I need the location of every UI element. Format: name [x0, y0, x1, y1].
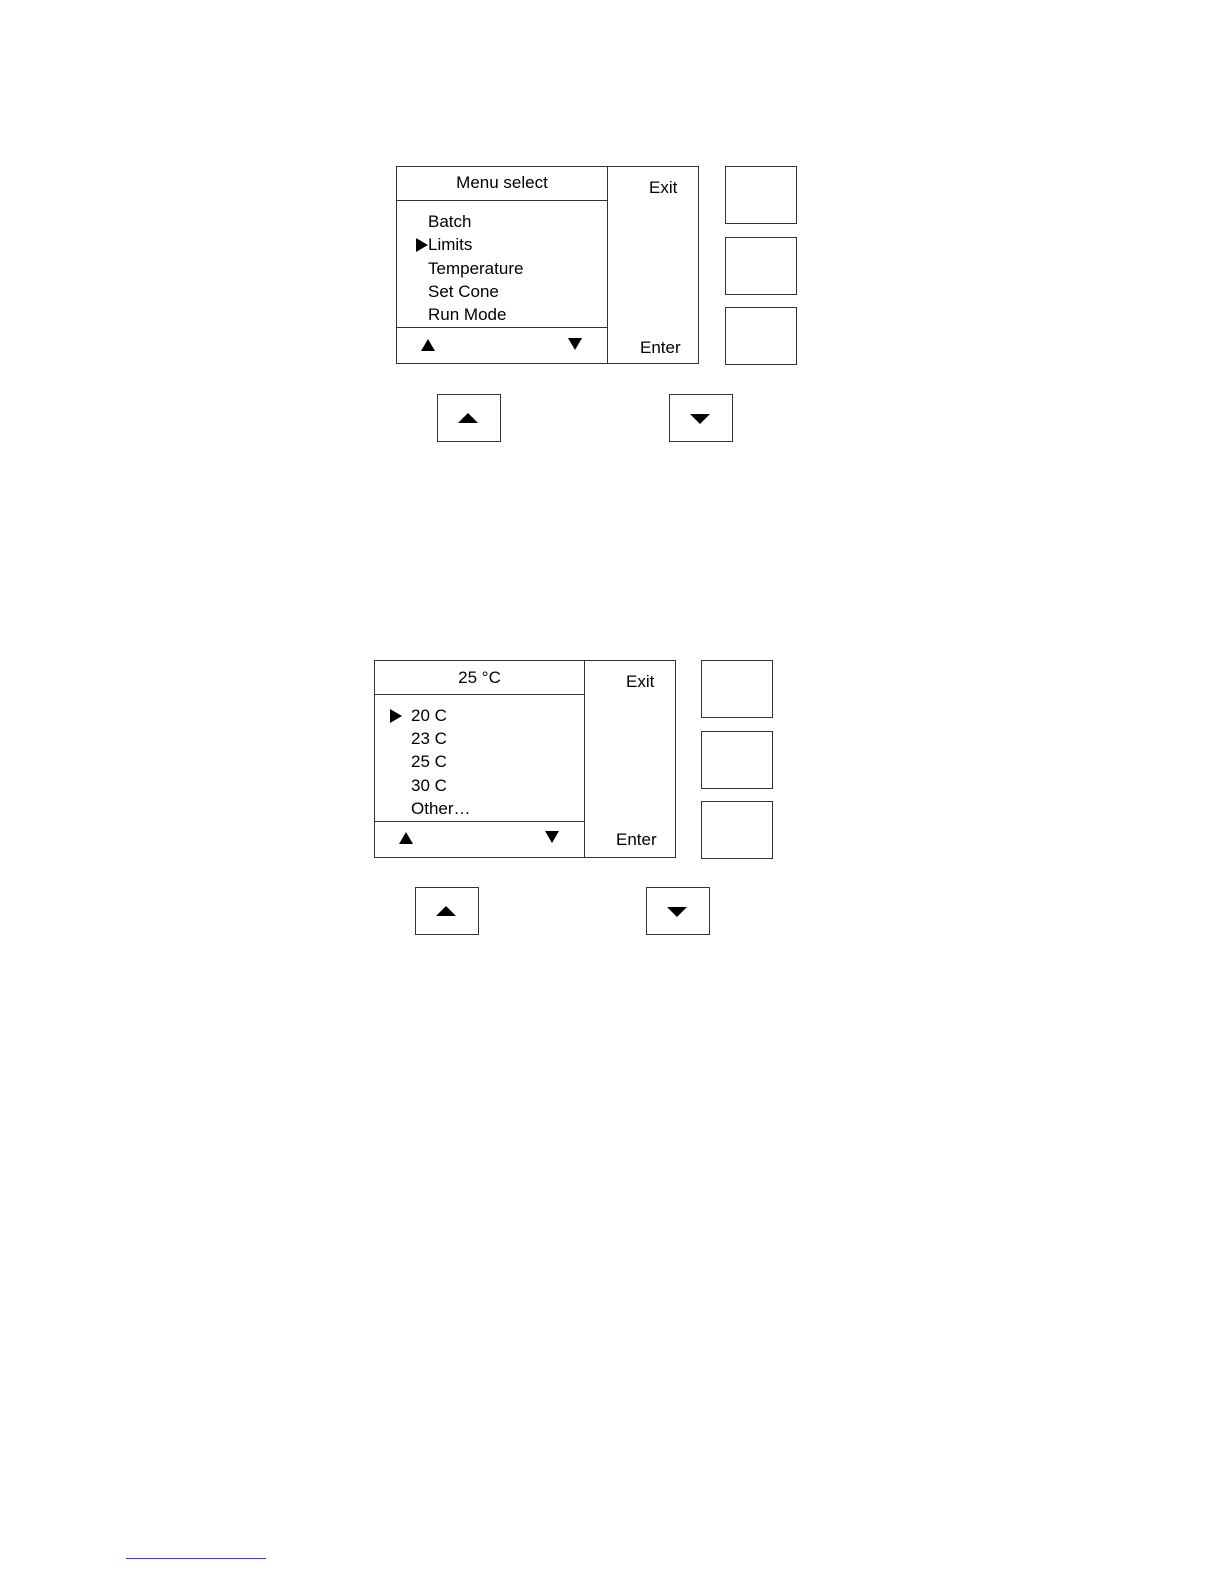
enter-softkey-button[interactable] [701, 801, 773, 859]
footer-divider [396, 327, 608, 328]
enter-softkey-button[interactable] [725, 307, 797, 365]
exit-label: Exit [626, 672, 655, 691]
up-arrow-icon [436, 906, 456, 916]
enter-label: Enter [640, 338, 681, 357]
option-25c[interactable]: 25 C [411, 752, 447, 771]
menu-item-limits[interactable]: Limits [428, 235, 473, 254]
exit-softkey-button[interactable] [701, 660, 773, 718]
menu-item-batch[interactable]: Batch [428, 212, 472, 231]
selection-pointer-icon [390, 709, 402, 723]
title-divider [396, 200, 608, 201]
option-23c[interactable]: 23 C [411, 729, 447, 748]
scroll-up-indicator-icon [399, 832, 413, 844]
enter-label: Enter [616, 830, 657, 849]
selection-pointer-icon [416, 238, 428, 252]
title-divider [374, 694, 585, 695]
middle-softkey-button[interactable] [725, 237, 797, 295]
menu-item-run-mode[interactable]: Run Mode [428, 305, 507, 324]
footer-divider [374, 821, 585, 822]
up-arrow-button[interactable] [415, 887, 479, 935]
display-screen [374, 660, 585, 858]
menu-item-temperature[interactable]: Temperature [428, 259, 524, 278]
exit-softkey-button[interactable] [725, 166, 797, 224]
middle-softkey-button[interactable] [701, 731, 773, 789]
scroll-down-indicator-icon [545, 831, 559, 843]
down-arrow-icon [667, 907, 687, 917]
screen-title: Menu select [456, 173, 548, 192]
exit-label: Exit [649, 178, 678, 197]
menu-item-set-cone[interactable]: Set Cone [428, 282, 499, 301]
option-20c[interactable]: 20 C [411, 706, 447, 725]
option-other[interactable]: Other… [411, 799, 471, 818]
scroll-down-indicator-icon [568, 338, 582, 350]
down-arrow-button[interactable] [646, 887, 710, 935]
down-arrow-button[interactable] [669, 394, 733, 442]
up-arrow-icon [458, 413, 478, 423]
down-arrow-icon [690, 414, 710, 424]
up-arrow-button[interactable] [437, 394, 501, 442]
footnote-rule [126, 1558, 266, 1559]
option-30c[interactable]: 30 C [411, 776, 447, 795]
screen-title: 25 °C [458, 668, 501, 687]
scroll-up-indicator-icon [421, 339, 435, 351]
